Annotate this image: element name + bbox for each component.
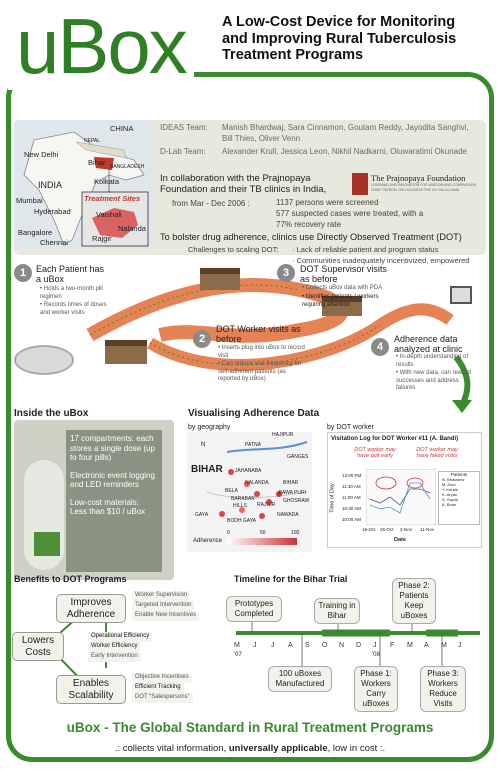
milestone-prototypes: Prototypes Completed [226,596,282,622]
step-4-bullet-1: • In-depth understanding of results [396,354,469,368]
bihar-label-rajgir: RAJGIR [257,502,276,508]
bihar-label-patna: PATNA [245,442,261,448]
month-n: N [339,642,345,649]
milestone-phase-2: Phase 2: Patients Keep uBoxes [392,578,436,624]
timeline-heading: Timeline for the Bihar Trial [234,574,348,584]
note-worker-supervision: Worker Supervision [132,591,190,601]
note-efficient-tracking: Efficient Tracking [132,683,184,693]
benefit-improves-adherence: Improves Adherence [56,594,126,623]
map-label-treatment-sites: Treatment Sites [84,194,141,203]
poster-title [222,14,492,64]
title-line-1: A Low-Cost Device for Monitoring [222,14,456,30]
month-j-3: J [373,642,377,649]
month-m-3: M [441,642,447,649]
dot-heading: To bolster drug adherence, clinics use Directly Observed Treatment (DOT) [160,232,462,242]
xtick-2: 2-Nov [400,527,413,532]
bihar-label-jahanaba: JAHANABA [235,468,262,474]
legend-title: Patients [450,472,468,477]
title-line-3: Treatment Programs [222,47,364,63]
footer-brand: uBox [66,720,101,735]
step-1-bullet-1: • Holds a two-month pill regimen [40,286,103,300]
collab-line-1: In collaboration with the Prajnopaya [160,173,311,184]
step-3-title: DOT Supervisor visits as before [300,264,387,284]
note-targeted-intervention: Targeted Intervention [132,601,194,611]
ytick-4: 10:00 AM [342,517,362,522]
footer-subline [14,743,486,754]
note-objective-incentives: Objective Incentives [132,673,192,683]
month-d: D [356,642,362,649]
milestone-100-uboxes: 100 uBoxes Manufactured [268,666,332,692]
ubox-logo: uBox [8,2,194,90]
map-label-new-delhi: New Delhi [24,150,59,159]
annotation-faked-visits: DOT worker may have faked visits [416,447,458,459]
bihar-label-bodh-gaya: BODH GAYA [227,518,256,524]
feature-cost: Low-cost materials: Less than $10 / uBox [70,497,146,516]
month-j: J [253,642,257,649]
map-label-kolkata: Kolkata [94,177,120,186]
map-label-bihar: Bihar [88,158,106,167]
annotation-quit-early: DOT worker may have quit early [354,447,396,459]
note-early-intervention: Early Intervention [88,652,141,662]
map-label-nepal: NEPAL [84,138,101,144]
ubox-device-icon [14,345,74,375]
bihar-label-ghosraw: GHOSRAW [283,498,310,504]
map-label-bangladesh: BANGLADESH [110,164,145,170]
foundation-sub: LEARNING AND INNOVATION FOR WISDOM AND COMPASSION [371,183,477,187]
xtick-3: 11-Nov [420,527,435,532]
inside-ubox-heading: Inside the uBox [14,408,89,419]
footer-sub-c: , low in cost :. [327,743,386,754]
xtick-1: 26-Oct [380,527,394,532]
stat-screened: 1137 persons were screened [276,198,379,207]
step-4-title: Adherence data analyzed at clinic [394,334,463,354]
month-a-2: A [424,642,429,649]
chart-xlabel: Date [394,537,406,543]
step-2-badge: 2 [193,330,211,348]
step-4-badge: 4 [371,338,389,356]
legend-patient-5: S. Gupta [442,497,458,502]
prajnopaya-emblem-icon [352,173,368,195]
india-map [14,120,154,250]
visualising-heading: Visualising Adherence Data [188,408,320,419]
collab-line-2: Foundation and their TB clinics in India, [160,184,327,195]
milestone-phase-3: Phase 3: Workers Reduce Visits [420,666,466,712]
feature-compartments: 17 compartments: each stores a single dose (up to four pills) [70,434,155,462]
bihar-label-nalanda: NALANDA [245,480,269,486]
map-label-china: CHINA [110,124,134,133]
bihar-label-barabar: BARABAR [231,496,255,502]
legend-patient-1: N. Bhavsinw [442,477,465,482]
foundation-name: The Prajnopaya Foundation [371,173,466,183]
note-new-incentives: Enable New Incentives [132,611,199,621]
ubox-features-panel [66,430,162,572]
step-2-title: DOT Worker visits as before [216,324,301,344]
map-label-nalanda: Nalanda [118,224,146,233]
bihar-label-state: BIHAR [191,464,223,475]
step-3-badge: 3 [277,264,295,282]
computer-icon [450,286,472,304]
prajnopaya-logo [352,173,480,197]
legend-patient-3: Y. Karale [442,487,458,492]
month-j-4: J [458,642,462,649]
patients-legend [438,471,480,525]
bihar-label-hajipur: HAJIPUR [272,432,294,438]
stat-recovery: 77% recovery rate [276,220,341,229]
adherence-legend-label: Adherence [193,538,223,544]
ytick-3: 10:30 AM [342,506,362,511]
footer [14,720,486,754]
footer-sub-b: universally applicable [228,743,328,754]
month-f: F [390,642,395,649]
hut-icon [200,268,240,290]
benefit-enables-scalability: Enables Scalability [56,675,126,704]
month-m: M [234,642,240,649]
month-o: O [322,642,328,649]
stat-treated: 577 suspected cases were treated, with a [276,209,424,218]
legend-patient-4: K. Aryan [442,492,458,497]
milestone-training: Training in Bihar [314,598,360,624]
bihar-label-ganges: GANGES [287,454,309,460]
challenge-2: · Communities inadequately incentivized, empowered [292,256,470,265]
year-07: '07 [234,652,242,658]
note-dot-salespersons: DOT “Salespersons” [132,693,193,703]
legend-tick-100: 100 [291,530,300,536]
footer-tagline: - The Global Standard in Rural Treatment Programs [100,720,434,735]
benefit-lowers-costs: Lowers Costs [12,632,64,661]
milestone-phase-1: Phase 1: Workers Carry uBoxes [354,666,398,712]
visitation-plot [366,469,436,525]
map-label-vaishali: Vaishali [96,210,122,219]
adherence-legend-bar [227,538,297,545]
legend-patient-2: M. Devi [442,482,456,487]
compass-n-label: N [201,442,206,448]
by-worker-label: by DOT worker [327,424,374,431]
ideas-team-label: IDEAS Team: [160,123,208,132]
legend-tick-0: 0 [227,530,230,536]
month-s: S [305,642,310,649]
program-period: from Mar - Dec 2006 : [172,199,250,208]
step-1-badge: 1 [14,264,32,282]
map-label-india: INDIA [38,180,63,190]
challenge-1: · Lack of reliable patient and program status [292,245,439,254]
benefits-heading: Benefits to DOT Programs [14,574,127,584]
ytick-1: 11:30 AM [342,484,361,489]
map-label-rajgir: Rajgir [92,234,112,243]
chart-ylabel: Time of Day [329,483,336,513]
title-line-2: and Improving Rural Tuberculosis [222,30,457,47]
note-worker-efficiency: Worker Efficiency [88,642,140,652]
note-operational-efficiency: Operational Efficiency [88,632,152,642]
map-label-bangalore: Bangalore [18,228,53,237]
bihar-adherence-map [187,432,312,552]
month-m-2: M [407,642,413,649]
bihar-label-nawada: NAWADA [277,512,299,518]
month-a: A [288,642,293,649]
bihar-label-hills: HILLS [233,503,247,509]
ytick-0: 12:00 PM [342,473,362,478]
circuit-board-image [34,532,60,556]
month-j-2: J [271,642,275,649]
footer-tagline-line [14,720,486,735]
visitation-chart-title: Visitation Log for DOT Worker #11 (A. Bandi) [331,436,459,442]
challenges-label: Challenges to scaling DOT: [188,245,279,254]
visitation-log-chart [327,432,482,548]
step-3-bullet-2: • Identifies patients / workers requiring attention [302,294,379,308]
ideas-team-members-2: Bill Thies, Oliver Venn [222,134,301,143]
legend-patient-6: A. Bose [442,502,457,507]
bihar-label-bela: BELA [225,488,238,494]
ytick-2: 11:00 AM [342,495,361,500]
step-4-bullet-2: • With new data, can reward successes and address failures [396,370,471,391]
bihar-label-gaya: GAYA [195,512,209,518]
feature-logging: Electronic event logging and LED reminders [70,470,155,489]
step-1-bullet-2: • Records times of doses and worker visits [40,302,107,316]
bihar-label-pawa-puri: PAWA PURI [279,490,307,496]
legend-tick-50: 50 [260,530,266,536]
year-08: '08 [372,652,380,658]
step-2-bullet-2: • Can reduce visit frequency for self-adherent patients (as reported by uBox) [218,361,302,382]
step-3-bullet-1: • Collects uBox data with PDA [302,285,383,291]
dlab-team-label: D-Lab Team: [160,147,206,156]
hut-icon-2 [105,340,147,364]
footer-sub-a: .: collects vital information, [114,743,229,754]
xtick-0: 19-Oct [362,527,376,532]
ideas-team-members: Manish Bhardwaj, Sara Cinnamon, Goutam Reddy, Jayodita Sanghvi, [222,123,469,132]
map-label-chennai: Chennai [40,238,68,247]
foundation-patron: CHIEF PATRON: HIS HOLINESS THE XIV DALAI LAMA [371,188,460,192]
bihar-label-bihar-town: BIHAR [283,480,299,486]
map-label-mumbai: Mumbai [16,196,43,205]
step-1-title: Each Patient has a uBox [36,264,105,284]
by-geography-label: by geography [188,424,231,431]
map-label-hyderabad: Hyderabad [34,207,71,216]
dlab-team-members: Alexander Krull, Jessica Leon, Nikhil Nadkarni, Oluwaratimi Okunade [222,147,467,156]
step-2-bullet-1: • Inserts plug into uBox to record visit [218,345,305,359]
